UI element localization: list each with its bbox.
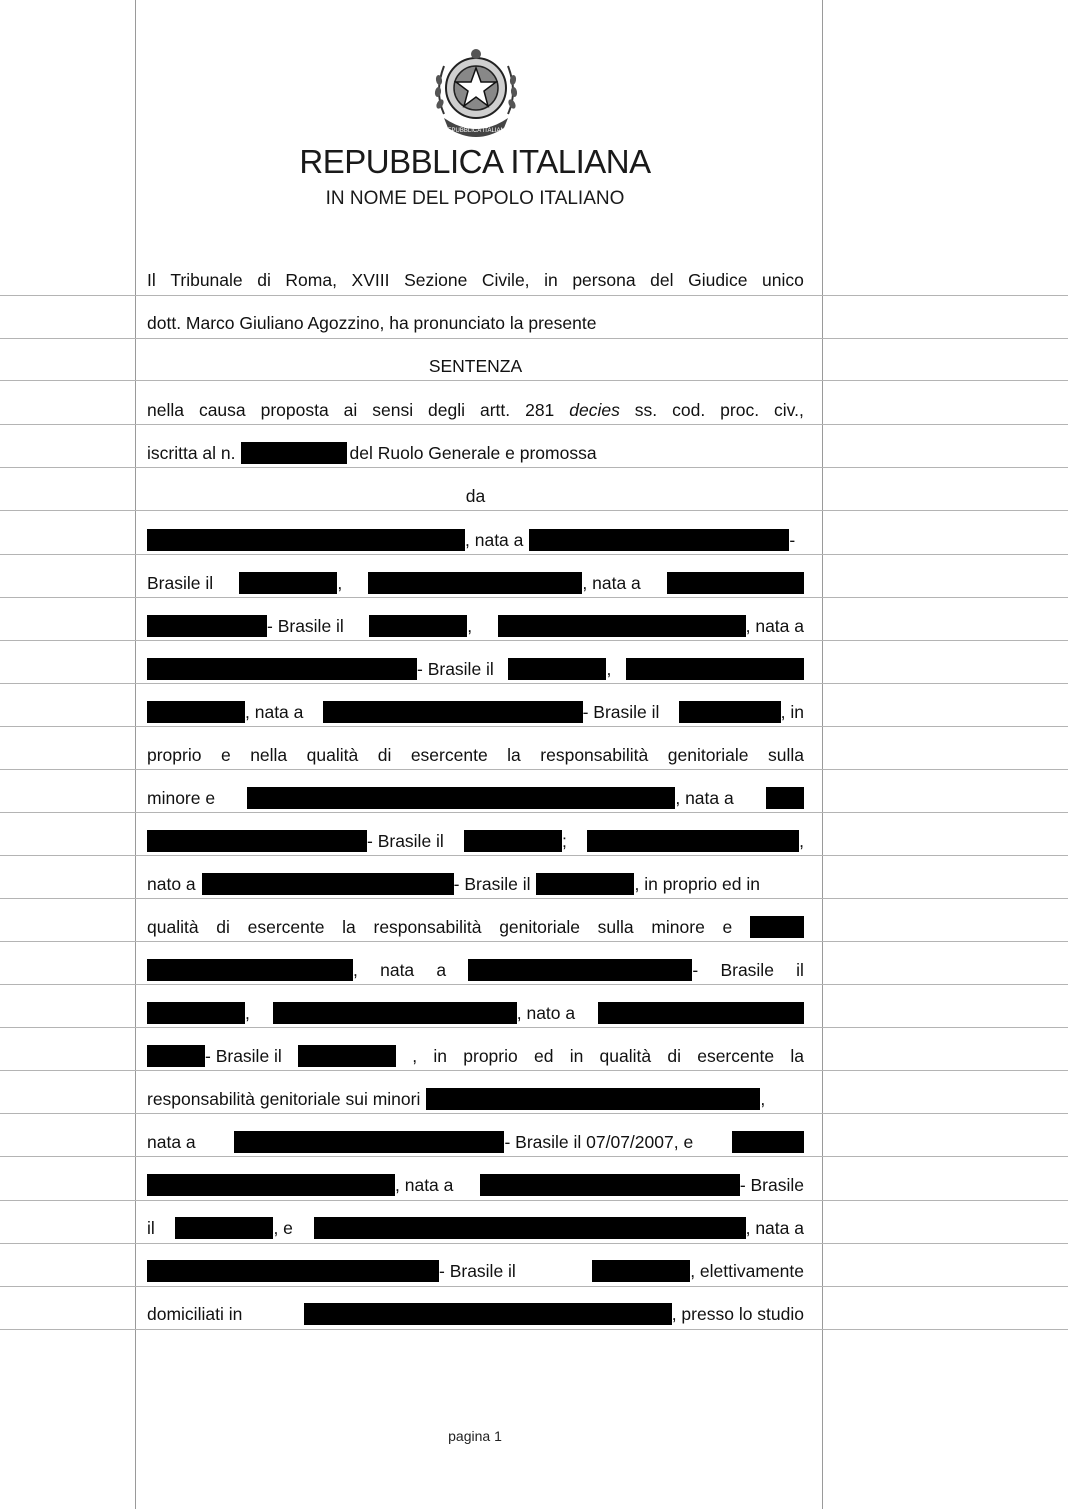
redaction-bar xyxy=(314,1217,746,1239)
group xyxy=(323,701,660,723)
text-span: , nata a xyxy=(745,1217,804,1238)
text-line-8 xyxy=(147,570,804,596)
redaction-bar xyxy=(498,615,746,637)
word: artt. xyxy=(479,399,511,420)
group xyxy=(592,1260,804,1282)
word: di xyxy=(667,1045,681,1066)
word: proc. xyxy=(720,399,760,420)
text-line-7 xyxy=(147,527,804,553)
redaction-bar xyxy=(147,658,417,680)
redaction-bar xyxy=(304,1303,672,1325)
redaction-bar xyxy=(147,1260,439,1282)
emblem-ribbon-text: REPUBBLICA ITALIANA xyxy=(443,128,509,134)
text-span: , presso lo studio xyxy=(671,1303,804,1324)
word: civ., xyxy=(774,399,804,420)
text-span: - xyxy=(789,529,796,550)
word: Giudice xyxy=(688,269,748,290)
word: genitoriale xyxy=(499,916,580,937)
text-line-22 xyxy=(147,1172,804,1198)
word: Sezione xyxy=(404,269,468,290)
ruled-line xyxy=(0,1243,1068,1244)
word: la xyxy=(342,916,356,937)
document-title: REPUBBLICA ITALIANA xyxy=(299,143,651,180)
word: unico xyxy=(762,269,804,290)
group xyxy=(147,830,444,852)
word: qualità xyxy=(599,1045,652,1066)
text-line-13 xyxy=(147,785,804,811)
text-span: , elettivamente xyxy=(690,1260,804,1281)
text-line-1 xyxy=(147,267,804,293)
margin-line-left xyxy=(135,0,136,1509)
word: proposta xyxy=(260,399,329,420)
text-span: , in proprio ed in xyxy=(634,873,760,894)
ruled-line xyxy=(0,380,1068,381)
text-span: da xyxy=(465,485,486,506)
group xyxy=(247,787,733,809)
word: responsabilità xyxy=(540,744,649,765)
group xyxy=(147,1260,516,1282)
text-span: domiciliati in xyxy=(147,1303,243,1324)
text-line-19 xyxy=(147,1043,804,1069)
word: Civile, xyxy=(481,269,530,290)
ruled-line xyxy=(0,726,1068,727)
redaction-bar xyxy=(147,701,245,723)
margin-line-right xyxy=(822,0,823,1509)
text-line-25 xyxy=(147,1301,804,1327)
group xyxy=(498,615,804,637)
group xyxy=(314,1217,804,1239)
word: proprio xyxy=(147,744,202,765)
word: Tribunale xyxy=(170,269,243,290)
redaction-bar xyxy=(732,1131,804,1153)
italian-emblem-icon xyxy=(430,44,522,140)
word: degli xyxy=(428,399,466,420)
word: nella xyxy=(250,744,288,765)
redaction-bar xyxy=(323,701,583,723)
redaction-bar xyxy=(147,615,267,637)
ruled-line xyxy=(0,1027,1068,1028)
ruled-line xyxy=(0,1329,1068,1330)
word: minore xyxy=(651,916,705,937)
word: proprio xyxy=(463,1045,518,1066)
redaction-bar xyxy=(147,830,367,852)
group xyxy=(368,572,640,594)
word: in xyxy=(544,269,558,290)
group xyxy=(464,830,567,852)
group xyxy=(147,959,358,981)
text-line-2 xyxy=(147,310,804,336)
group xyxy=(679,701,804,723)
text-span: iscritta al n. xyxy=(147,442,236,463)
text-span: , xyxy=(353,959,358,980)
ruled-line xyxy=(0,898,1068,899)
redaction-bar xyxy=(273,1002,517,1024)
redaction-bar xyxy=(750,916,804,938)
word: di xyxy=(257,269,271,290)
text-span: , nato a xyxy=(516,1002,576,1023)
ruled-line xyxy=(0,424,1068,425)
sentence-heading xyxy=(147,353,804,379)
group xyxy=(273,1002,575,1024)
redaction-bar xyxy=(529,529,789,551)
redaction-bar xyxy=(536,873,634,895)
ruled-line xyxy=(0,1113,1068,1114)
word: nella xyxy=(147,399,184,420)
ruled-line xyxy=(0,941,1068,942)
word: di xyxy=(216,916,230,937)
group xyxy=(480,1174,804,1196)
redaction-bar xyxy=(369,615,467,637)
group xyxy=(175,1217,292,1239)
redaction-bar xyxy=(468,959,692,981)
word: e xyxy=(722,916,733,937)
text-span: del Ruolo Generale e promossa xyxy=(349,442,597,463)
group xyxy=(147,701,303,723)
ruled-line xyxy=(0,1070,1068,1071)
group xyxy=(147,615,344,637)
ruled-line xyxy=(0,683,1068,684)
redaction-bar xyxy=(508,658,606,680)
word: genitoriale xyxy=(667,744,749,765)
text-span: , nata a xyxy=(582,572,641,593)
ruled-line xyxy=(0,295,1068,296)
redaction-bar xyxy=(241,442,347,464)
redaction-bar xyxy=(679,701,781,723)
text-span: , nata a xyxy=(675,787,734,808)
redaction-bar xyxy=(239,572,337,594)
text-span: - Brasile il xyxy=(439,1260,516,1281)
word: 281 xyxy=(525,399,555,420)
text-line-11 xyxy=(147,699,804,725)
text-span: nata a xyxy=(147,1131,196,1152)
redaction-bar xyxy=(147,959,353,981)
page-number: pagina 1 xyxy=(448,1428,502,1444)
redaction-bar xyxy=(202,873,454,895)
redaction-bar xyxy=(147,1002,245,1024)
word: di xyxy=(377,744,392,765)
text-span: , xyxy=(606,658,612,679)
text-span: dott. Marco Giuliano Agozzino, ha pronunciato la presente xyxy=(147,312,597,333)
text-span: , in xyxy=(780,701,804,722)
ruled-line xyxy=(0,510,1068,511)
redaction-bar xyxy=(147,529,465,551)
redaction-bar xyxy=(480,1174,740,1196)
redaction-bar xyxy=(592,1260,690,1282)
text-span: , nata a xyxy=(395,1174,454,1195)
text-span: - Brasile il xyxy=(453,873,531,894)
document-subtitle: IN NOME DEL POPOLO ITALIANO xyxy=(325,188,625,209)
word: sulla xyxy=(597,916,634,937)
group xyxy=(147,1174,453,1196)
word: la xyxy=(507,744,521,765)
word: qualità xyxy=(306,744,359,765)
word: e xyxy=(220,744,231,765)
text-span: responsabilità genitoriale sui minori xyxy=(147,1088,421,1109)
word-italic: decies xyxy=(569,399,620,420)
text-span: , nata a xyxy=(245,701,304,722)
text-span: , nata a xyxy=(745,615,804,636)
text-span: ; xyxy=(562,830,567,851)
word: , xyxy=(412,1045,418,1066)
text-span: il xyxy=(147,1217,155,1238)
group xyxy=(147,1002,250,1024)
text-span: - Brasile xyxy=(739,1174,804,1195)
text-span: Brasile il xyxy=(147,572,214,593)
word: cod. xyxy=(672,399,706,420)
ruled-line xyxy=(0,812,1068,813)
group xyxy=(147,1045,282,1067)
text-span: , e xyxy=(273,1217,293,1238)
redaction-bar xyxy=(426,1088,760,1110)
group xyxy=(239,572,342,594)
word: Roma, xyxy=(285,269,337,290)
word: sulla xyxy=(767,744,804,765)
ruled-line xyxy=(0,640,1068,641)
word: ed xyxy=(533,1045,554,1066)
word: sensi xyxy=(372,399,414,420)
heading-text: SENTENZA xyxy=(428,355,523,376)
text-line-23 xyxy=(147,1215,804,1241)
redaction-bar xyxy=(147,1174,395,1196)
text-span: - xyxy=(692,959,699,980)
ruled-line xyxy=(0,984,1068,985)
text-line-20 xyxy=(147,1086,804,1112)
redaction-bar xyxy=(147,1045,205,1067)
text-span: , xyxy=(799,830,804,851)
text-span: - Brasile il xyxy=(582,701,660,722)
ruled-line xyxy=(0,1200,1068,1201)
text-line-9 xyxy=(147,613,804,639)
word: esercente xyxy=(697,1045,775,1066)
text-span: nato a xyxy=(147,873,196,894)
word: causa xyxy=(198,399,246,420)
text-span: - Brasile il xyxy=(205,1045,282,1066)
ruled-line xyxy=(0,855,1068,856)
word: XVIII xyxy=(351,269,390,290)
text-span: - Brasile il xyxy=(267,615,344,636)
text-line-5 xyxy=(147,440,804,466)
word: Il xyxy=(147,269,156,290)
text-span: , xyxy=(245,1002,250,1023)
group xyxy=(587,830,804,852)
text-span: Brasile xyxy=(720,959,774,980)
text-line-16 xyxy=(147,914,804,940)
text-span: - Brasile il xyxy=(367,830,444,851)
group xyxy=(304,1303,804,1325)
text-line-17 xyxy=(147,957,804,983)
text-line-4 xyxy=(147,397,804,423)
word: responsabilità xyxy=(373,916,482,937)
ruled-line xyxy=(0,1156,1068,1157)
text-line-14 xyxy=(147,828,804,854)
redaction-bar xyxy=(626,658,804,680)
redaction-bar xyxy=(175,1217,273,1239)
redaction-bar xyxy=(234,1131,504,1153)
redaction-bar xyxy=(587,830,799,852)
text-span: a xyxy=(436,959,447,980)
text-span: nata xyxy=(380,959,415,980)
ruled-line xyxy=(0,1286,1068,1287)
text-span: , nata a xyxy=(465,529,524,550)
redaction-bar xyxy=(766,787,804,809)
group xyxy=(369,615,472,637)
group xyxy=(508,658,611,680)
text-line-24 xyxy=(147,1258,804,1284)
group xyxy=(468,959,698,981)
redaction-bar xyxy=(464,830,562,852)
redaction-bar xyxy=(368,572,582,594)
word: del xyxy=(650,269,674,290)
word: esercente xyxy=(247,916,325,937)
text-line-10 xyxy=(147,656,804,682)
group xyxy=(147,658,494,680)
word: ai xyxy=(343,399,358,420)
text-span: minore e xyxy=(147,787,216,808)
text-span: , xyxy=(337,572,343,593)
ruled-line xyxy=(0,769,1068,770)
text-line-18 xyxy=(147,1000,804,1026)
text-line-6 xyxy=(147,483,804,509)
word: esercente xyxy=(410,744,488,765)
word: ss. xyxy=(634,399,658,420)
text-line-15 xyxy=(147,871,804,897)
word: in xyxy=(433,1045,448,1066)
text-line-21 xyxy=(147,1129,804,1155)
redaction-bar xyxy=(298,1045,396,1067)
text-span: , xyxy=(760,1088,766,1109)
redaction-bar xyxy=(598,1002,804,1024)
word: persona xyxy=(572,269,636,290)
ruled-line xyxy=(0,467,1068,468)
ruled-line xyxy=(0,338,1068,339)
redaction-bar xyxy=(667,572,804,594)
group xyxy=(234,1131,693,1153)
word: in xyxy=(569,1045,584,1066)
text-span: il xyxy=(796,959,804,980)
text-line-12 xyxy=(147,742,804,768)
word: qualità xyxy=(147,916,199,937)
ruled-line xyxy=(0,554,1068,555)
redaction-bar xyxy=(247,787,675,809)
ruled-line xyxy=(0,597,1068,598)
text-span: , xyxy=(467,615,473,636)
text-span: - Brasile il xyxy=(417,658,494,679)
text-span: - Brasile il 07/07/2007, e xyxy=(504,1131,694,1152)
word: la xyxy=(790,1045,804,1066)
